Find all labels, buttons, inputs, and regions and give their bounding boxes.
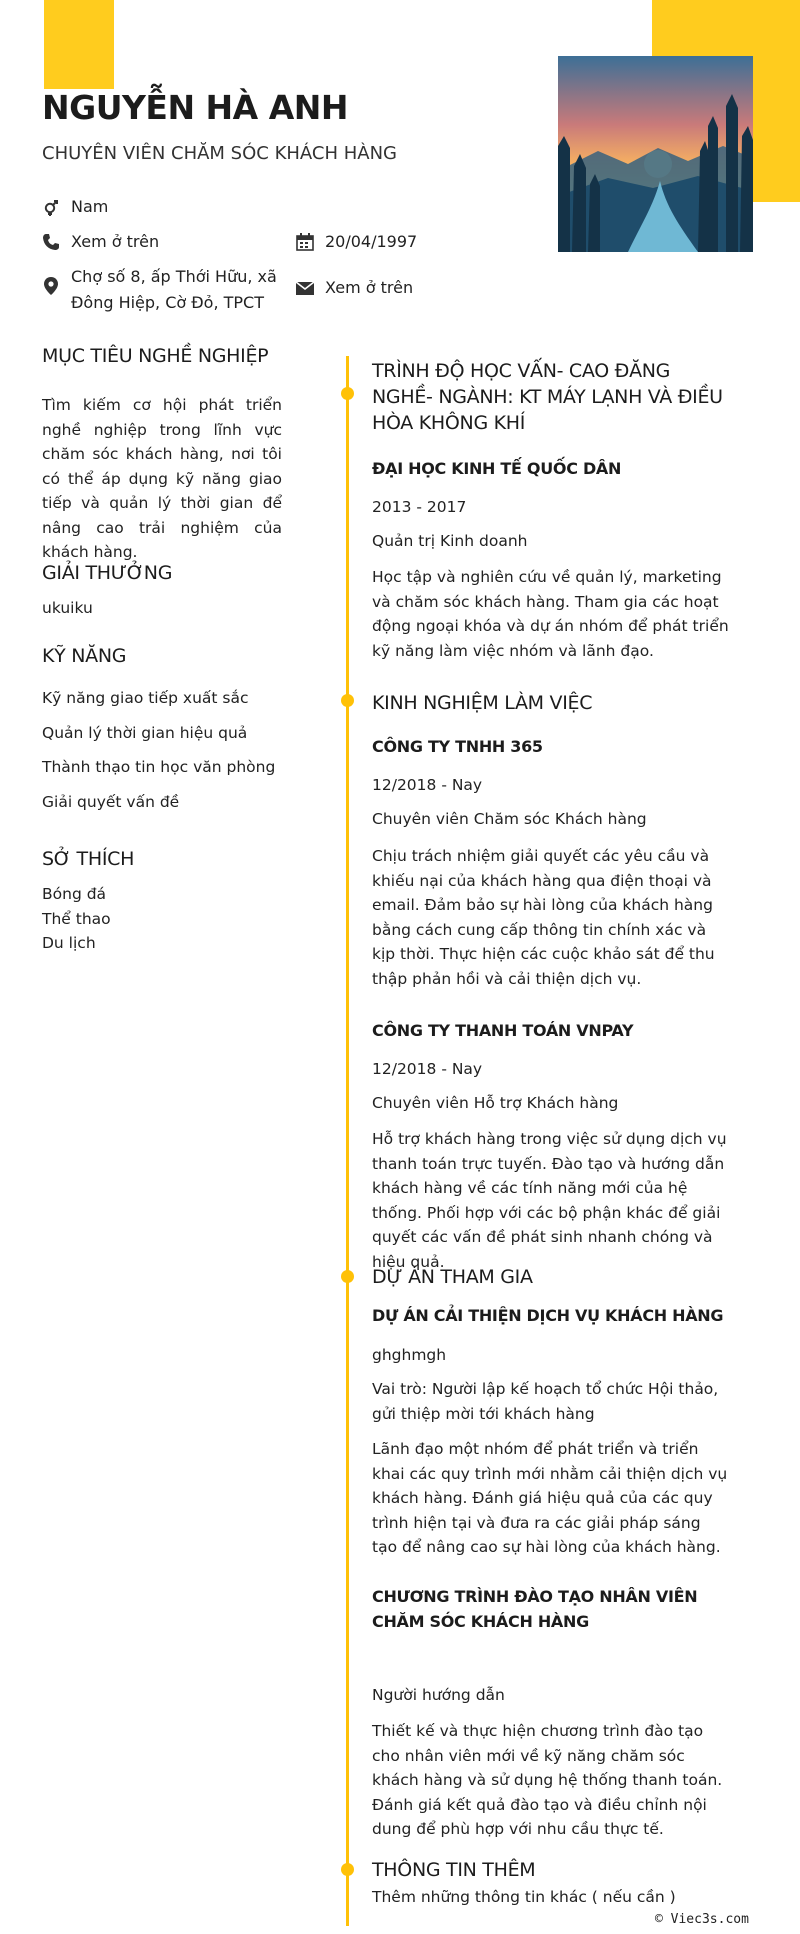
- job-company: CÔNG TY THANH TOÁN VNPAY: [372, 1021, 634, 1040]
- timeline-dot: [341, 1270, 354, 1283]
- hobby-item: Thể thao: [42, 909, 111, 928]
- phone-icon: [42, 233, 60, 251]
- job-title: CHUYÊN VIÊN CHĂM SÓC KHÁCH HÀNG: [42, 143, 397, 164]
- hobby-item: Du lịch: [42, 934, 96, 952]
- project-description: Lãnh đạo một nhóm để phát triển và triển khai các quy trình mới nhằm cải thiện dịch vụ khách hàng. Đánh giá hiệu quả của các quy trình hiện tại và đưa ra các giải pháp sáng tạo để nâng cao sự hài lòng của khách hàng.: [372, 1440, 728, 1556]
- skill-item: Quản lý thời gian hiệu quả: [42, 723, 248, 742]
- candidate-name: NGUYỄN HÀ ANH: [42, 88, 348, 127]
- timeline-dot: [341, 694, 354, 707]
- objective-text: Tìm kiếm cơ hội phát triển nghề nghiệp trong lĩnh vực chăm sóc khách hàng, nơi tôi có thể áp dụng kỹ năng giao tiếp và quản lý thời gian để nâng cao trải nghiệm của khách hàng.: [42, 396, 282, 561]
- hobbies-title: SỞ THÍCH: [42, 848, 135, 870]
- address-line-1: Chợ số 8, ấp Thới Hữu, xã: [71, 267, 277, 286]
- project-role: Người hướng dẫn: [372, 1686, 505, 1704]
- gender-icon: [42, 198, 60, 216]
- hobbies-section: [42, 848, 282, 956]
- project-description: Thiết kế và thực hiện chương trình đào tạo cho nhân viên mới về kỹ năng chăm sóc khách hàng và sử dụng hệ thống thanh toán. Đánh giá kết quả đào tạo và điều chỉnh nội dung để phù hợp với nhu cầu thực tế.: [372, 1722, 723, 1838]
- profile-photo: [558, 56, 753, 252]
- calendar-icon: [296, 233, 314, 251]
- additional-text: Thêm những thông tin khác ( nếu cần ): [372, 1888, 676, 1906]
- objective-section: [42, 345, 282, 565]
- job-period: 12/2018 - Nay: [372, 1060, 483, 1078]
- education-major: Quản trị Kinh doanh: [372, 532, 528, 550]
- skill-item: Kỹ năng giao tiếp xuất sắc: [42, 689, 249, 707]
- phone-value: Xem ở trên: [71, 232, 160, 251]
- hobbies-list: [42, 882, 282, 956]
- education-school: ĐẠI HỌC KINH TẾ QUỐC DÂN: [372, 459, 622, 478]
- skills-list: [42, 681, 282, 819]
- additional-title: THÔNG TIN THÊM: [372, 1859, 536, 1881]
- location-pin-icon: [42, 277, 60, 295]
- job-position: Chuyên viên Hỗ trợ Khách hàng: [372, 1094, 619, 1112]
- address-line-2: Đông Hiệp, Cờ Đỏ, TPCT: [71, 293, 264, 312]
- skills-section: [42, 645, 282, 819]
- education-period: 2013 - 2017: [372, 498, 467, 516]
- email-value: Xem ở trên: [325, 278, 414, 297]
- job-period: 12/2018 - Nay: [372, 776, 483, 794]
- job-position: Chuyên viên Chăm sóc Khách hàng: [372, 810, 647, 828]
- envelope-icon: [296, 279, 314, 297]
- hobby-item: Bóng đá: [42, 885, 107, 903]
- birthday-value: 20/04/1997: [325, 232, 418, 251]
- job-description: Chịu trách nhiệm giải quyết các yêu cầu và khiếu nại của khách hàng qua điện thoại và email. Đảm bảo sự hài lòng của khách hàng bằng cách cung cấp thông tin chính xác và kịp thời. Thực hiện các cuộc khảo sát để thu thập phản hồi và cải thiện dịch vụ.: [372, 847, 715, 988]
- skill-item: Giải quyết vấn đề: [42, 792, 180, 811]
- awards-section: [42, 562, 282, 621]
- awards-title: GIẢI THƯỞNG: [42, 562, 173, 584]
- timeline-line: [346, 356, 349, 1926]
- projects-title: DỰ ÁN THAM GIA: [372, 1266, 533, 1288]
- objective-title: MỤC TIÊU NGHỀ NGHIỆP: [42, 345, 269, 367]
- project-name: DỰ ÁN CẢI THIỆN DỊCH VỤ KHÁCH HÀNG: [372, 1306, 724, 1325]
- skills-title: KỸ NĂNG: [42, 645, 127, 667]
- gender-value: Nam: [71, 197, 109, 216]
- timeline-dot: [341, 387, 354, 400]
- skill-item: Thành thạo tin học văn phòng: [42, 758, 276, 776]
- footer-credit: © Viec3s.com: [655, 1912, 749, 1927]
- education-description: Học tập và nghiên cứu về quản lý, marketing và chăm sóc khách hàng. Tham gia các hoạt động ngoại khóa và dự án nhóm để phát triển kỹ năng làm việc nhóm và lãnh đạo.: [372, 568, 729, 660]
- project-role: Vai trò: Người lập kế hoạch tổ chức Hội thảo, gửi thiệp mời tới khách hàng: [372, 1380, 719, 1423]
- timeline-dot: [341, 1863, 354, 1876]
- project-period: ghghmgh: [372, 1346, 447, 1364]
- accent-block-left: [44, 0, 114, 89]
- experience-title: KINH NGHIỆM LÀM VIỆC: [372, 692, 593, 714]
- awards-text: ukuiku: [42, 599, 93, 617]
- project-name: CHƯƠNG TRÌNH ĐÀO TẠO NHÂN VIÊN CHĂM SÓC KHÁCH HÀNG: [372, 1587, 698, 1631]
- education-title: TRÌNH ĐỘ HỌC VẤN- CAO ĐĂNG NGHỀ- NGÀNH: KT MÁY LẠNH VÀ ĐIỀU HÒA KHÔNG KHÍ: [372, 360, 723, 434]
- job-description: Hỗ trợ khách hàng trong việc sử dụng dịch vụ thanh toán trực tuyến. Đào tạo và hướng dẫn khách hàng về các tính năng mới của hệ thống. Phối hợp với các bộ phận khác để giải quyết các vấn đề phát sinh nhanh chóng và hiệu quả.: [372, 1130, 727, 1271]
- job-company: CÔNG TY TNHH 365: [372, 737, 543, 756]
